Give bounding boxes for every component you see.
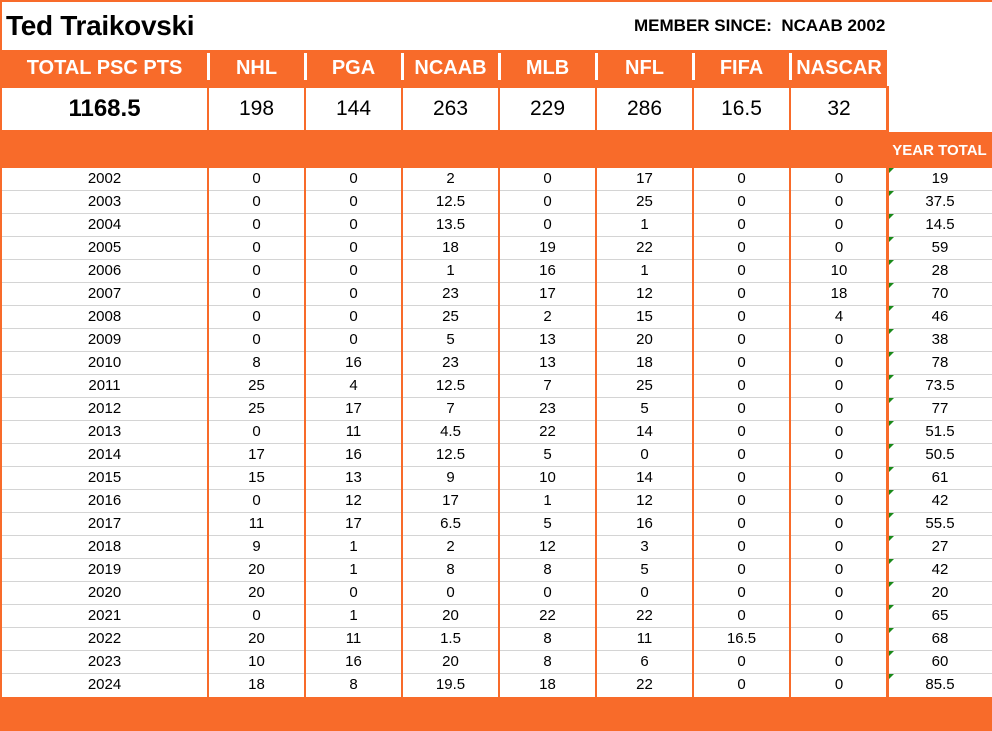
cell-nascar[interactable]: 0 bbox=[834, 331, 844, 348]
table-row bbox=[2, 628, 992, 651]
member-since bbox=[634, 14, 885, 38]
cell-fifa[interactable]: 0 bbox=[737, 285, 746, 302]
year-total-value: 28 bbox=[931, 262, 949, 279]
cell-mlb[interactable]: 5 bbox=[543, 515, 552, 532]
cell-ncaab[interactable]: 20 bbox=[442, 607, 459, 624]
cell-year-total[interactable] bbox=[890, 329, 990, 351]
cell-pga[interactable]: 0 bbox=[349, 308, 358, 325]
summary-value-nascar[interactable]: 32 bbox=[791, 88, 887, 130]
cell-nascar[interactable]: 0 bbox=[834, 538, 844, 555]
column-divider bbox=[595, 168, 597, 697]
summary-value-pga[interactable]: 144 bbox=[306, 88, 401, 130]
cell-ncaab[interactable]: 0 bbox=[446, 584, 455, 601]
member-since-value: NCAAB 2002 bbox=[781, 16, 886, 35]
cell-nascar[interactable]: 0 bbox=[834, 354, 844, 371]
cell-mlb[interactable]: 22 bbox=[539, 423, 556, 440]
cell-fifa[interactable]: 0 bbox=[737, 331, 746, 348]
table-row bbox=[2, 214, 992, 237]
cell-pga[interactable]: 17 bbox=[345, 400, 362, 417]
cell-nfl[interactable]: 3 bbox=[640, 538, 649, 555]
cell-nhl[interactable]: 20 bbox=[248, 584, 265, 601]
year-total-value: 42 bbox=[931, 492, 949, 509]
cell-ncaab[interactable]: 2 bbox=[446, 538, 455, 555]
cell-pga[interactable]: 11 bbox=[345, 630, 362, 647]
column-divider bbox=[692, 168, 694, 697]
cell-year[interactable]: 2005 bbox=[87, 239, 122, 256]
year-total-value: 37.5 bbox=[925, 193, 955, 210]
values-right-edge bbox=[886, 86, 889, 132]
cell-nascar[interactable]: 0 bbox=[834, 561, 844, 578]
summary-value-nhl[interactable]: 198 bbox=[209, 88, 304, 130]
cell-nhl[interactable]: 0 bbox=[252, 423, 261, 440]
left-border bbox=[0, 0, 2, 731]
cell-nascar[interactable]: 0 bbox=[834, 193, 844, 210]
cell-nhl[interactable]: 0 bbox=[252, 308, 261, 325]
cell-nhl[interactable]: 9 bbox=[252, 538, 261, 555]
cell-nascar[interactable]: 4 bbox=[834, 308, 844, 325]
cell-nascar[interactable]: 0 bbox=[834, 607, 844, 624]
cell-pga[interactable]: 0 bbox=[349, 170, 358, 187]
cell-nascar[interactable]: 0 bbox=[834, 423, 844, 440]
cell-nhl[interactable]: 25 bbox=[248, 377, 265, 394]
cell-ncaab[interactable]: 12.5 bbox=[435, 446, 466, 463]
summary-header-nascar: NASCAR bbox=[796, 57, 882, 79]
summary-header-fifa: FIFA bbox=[719, 57, 764, 79]
cell-nfl[interactable]: 22 bbox=[636, 676, 653, 693]
cell-pga[interactable]: 4 bbox=[349, 377, 358, 394]
summary-header-nfl: NFL bbox=[625, 57, 664, 79]
summary-value-nfl[interactable]: 286 bbox=[597, 88, 692, 130]
cell-mlb[interactable]: 7 bbox=[543, 377, 552, 394]
cell-pga[interactable]: 0 bbox=[349, 239, 358, 256]
cell-fifa[interactable]: 0 bbox=[737, 354, 746, 371]
cell-year-total[interactable] bbox=[890, 283, 990, 305]
cell-year-total[interactable] bbox=[890, 237, 990, 259]
cell-ncaab[interactable]: 5 bbox=[446, 331, 455, 348]
cell-fifa[interactable]: 0 bbox=[737, 193, 746, 210]
cell-mlb[interactable]: 8 bbox=[543, 653, 552, 670]
cell-ncaab[interactable]: 7 bbox=[446, 400, 455, 417]
header-divider bbox=[207, 53, 210, 80]
summary-header-nhl: NHL bbox=[235, 57, 278, 79]
column-divider bbox=[789, 168, 791, 697]
cell-fifa[interactable]: 0 bbox=[737, 308, 746, 325]
year-total-value: 68 bbox=[931, 630, 949, 647]
cell-nascar[interactable]: 0 bbox=[834, 676, 844, 693]
cell-year-total[interactable] bbox=[890, 306, 990, 328]
cell-year-total[interactable] bbox=[890, 421, 990, 443]
cell-nhl[interactable]: 25 bbox=[248, 400, 265, 417]
cell-nfl[interactable]: 15 bbox=[636, 308, 653, 325]
cell-fifa[interactable]: 0 bbox=[737, 469, 746, 486]
cell-year-total[interactable] bbox=[890, 536, 990, 558]
cell-nhl[interactable]: 20 bbox=[248, 630, 265, 647]
year-total-value: 14.5 bbox=[925, 216, 955, 233]
cell-mlb[interactable]: 19 bbox=[539, 239, 556, 256]
cell-ncaab[interactable]: 2 bbox=[446, 170, 455, 187]
cell-year[interactable]: 2014 bbox=[87, 446, 122, 463]
cell-year-total[interactable] bbox=[890, 582, 990, 604]
cell-year[interactable]: 2004 bbox=[87, 216, 122, 233]
cell-mlb[interactable]: 5 bbox=[543, 446, 552, 463]
cell-mlb[interactable]: 0 bbox=[543, 193, 552, 210]
table-row bbox=[2, 444, 992, 467]
year-total-value: 65 bbox=[931, 607, 949, 624]
year-total-value: 51.5 bbox=[925, 423, 955, 440]
cell-ncaab[interactable]: 17 bbox=[442, 492, 459, 509]
cell-year[interactable]: 2013 bbox=[87, 423, 122, 440]
cell-fifa[interactable]: 0 bbox=[737, 446, 746, 463]
cell-pga[interactable]: 8 bbox=[349, 676, 358, 693]
cell-year[interactable]: 2019 bbox=[87, 561, 122, 578]
cell-fifa[interactable]: 0 bbox=[737, 492, 746, 509]
cell-pga[interactable]: 16 bbox=[345, 354, 362, 371]
cell-nascar[interactable]: 10 bbox=[830, 262, 848, 279]
cell-mlb[interactable]: 8 bbox=[543, 561, 552, 578]
year-total-value: 38 bbox=[931, 331, 949, 348]
cell-year-total[interactable] bbox=[890, 467, 990, 489]
cell-pga[interactable]: 0 bbox=[349, 285, 358, 302]
year-total-value: 78 bbox=[931, 354, 949, 371]
year-total-value: 70 bbox=[931, 285, 949, 302]
table-row bbox=[2, 674, 992, 697]
cell-year[interactable]: 2024 bbox=[87, 676, 122, 693]
header-divider bbox=[304, 53, 307, 80]
cell-year-total[interactable] bbox=[890, 168, 990, 190]
cell-nascar[interactable]: 0 bbox=[834, 216, 844, 233]
yearly-points-table bbox=[2, 168, 992, 697]
cell-nhl[interactable]: 8 bbox=[252, 354, 261, 371]
cell-year[interactable]: 2020 bbox=[87, 584, 122, 601]
summary-header-mlb: MLB bbox=[525, 57, 570, 79]
cell-mlb[interactable]: 23 bbox=[539, 400, 556, 417]
cell-fifa[interactable]: 0 bbox=[737, 538, 746, 555]
cell-ncaab[interactable]: 23 bbox=[442, 285, 459, 302]
top-border bbox=[0, 0, 992, 2]
cell-nascar[interactable]: 0 bbox=[834, 584, 844, 601]
cell-pga[interactable]: 0 bbox=[349, 584, 358, 601]
cell-nhl[interactable]: 0 bbox=[252, 492, 261, 509]
cell-pga[interactable]: 0 bbox=[349, 262, 358, 279]
cell-fifa[interactable]: 0 bbox=[737, 584, 746, 601]
year-total-value: 77 bbox=[931, 400, 949, 417]
cell-year[interactable]: 2008 bbox=[87, 308, 122, 325]
cell-nascar[interactable]: 0 bbox=[834, 469, 844, 486]
cell-mlb[interactable]: 18 bbox=[539, 676, 556, 693]
table-row bbox=[2, 513, 992, 536]
cell-mlb[interactable]: 22 bbox=[539, 607, 556, 624]
cell-nfl[interactable]: 5 bbox=[640, 561, 649, 578]
table-row bbox=[2, 651, 992, 674]
cell-year[interactable]: 2022 bbox=[87, 630, 122, 647]
cell-fifa[interactable]: 16.5 bbox=[726, 630, 757, 647]
table-row bbox=[2, 490, 992, 513]
cell-nfl[interactable]: 17 bbox=[636, 170, 653, 187]
year-total-value: 85.5 bbox=[925, 676, 955, 693]
cell-ncaab[interactable]: 20 bbox=[442, 653, 459, 670]
cell-year[interactable]: 2002 bbox=[87, 170, 122, 187]
cell-mlb[interactable]: 13 bbox=[539, 331, 556, 348]
cell-nhl[interactable]: 18 bbox=[248, 676, 265, 693]
cell-ncaab[interactable]: 1 bbox=[446, 262, 455, 279]
cell-nfl[interactable]: 5 bbox=[640, 400, 649, 417]
table-row bbox=[2, 467, 992, 490]
cell-nascar[interactable]: 0 bbox=[834, 377, 844, 394]
table-row bbox=[2, 375, 992, 398]
cell-nfl[interactable]: 0 bbox=[640, 446, 649, 463]
year-total-value: 73.5 bbox=[925, 377, 955, 394]
cell-nhl[interactable]: 0 bbox=[252, 262, 261, 279]
cell-ncaab[interactable]: 12.5 bbox=[435, 377, 466, 394]
cell-nhl[interactable]: 0 bbox=[252, 193, 261, 210]
cell-nhl[interactable]: 0 bbox=[252, 285, 261, 302]
cell-nhl[interactable]: 0 bbox=[252, 331, 261, 348]
cell-fifa[interactable]: 0 bbox=[737, 400, 746, 417]
cell-nfl[interactable]: 20 bbox=[636, 331, 653, 348]
cell-pga[interactable]: 16 bbox=[345, 653, 362, 670]
cell-ncaab[interactable]: 4.5 bbox=[440, 423, 461, 440]
table-row bbox=[2, 191, 992, 214]
cell-mlb[interactable]: 16 bbox=[539, 262, 556, 279]
cell-nascar[interactable]: 0 bbox=[834, 239, 844, 256]
cell-nfl[interactable]: 14 bbox=[636, 423, 653, 440]
cell-pga[interactable]: 16 bbox=[345, 446, 362, 463]
summary-value-total-psc-pts[interactable]: 1168.5 bbox=[2, 88, 207, 130]
table-row bbox=[2, 306, 992, 329]
cell-nfl[interactable]: 12 bbox=[636, 492, 653, 509]
cell-year-total[interactable] bbox=[890, 490, 990, 512]
cell-nhl[interactable]: 0 bbox=[252, 170, 261, 187]
cell-year[interactable]: 2011 bbox=[88, 377, 121, 394]
cell-nascar[interactable]: 0 bbox=[834, 446, 844, 463]
year-total-value: 55.5 bbox=[925, 515, 955, 532]
cell-year-total[interactable] bbox=[890, 191, 990, 213]
cell-nhl[interactable]: 11 bbox=[248, 515, 265, 532]
cell-year[interactable]: 2003 bbox=[87, 193, 122, 210]
year-total-value: 19 bbox=[931, 170, 949, 187]
column-divider bbox=[401, 168, 403, 697]
cell-ncaab[interactable]: 23 bbox=[442, 354, 459, 371]
table-row bbox=[2, 352, 992, 375]
table-row bbox=[2, 582, 992, 605]
cell-pga[interactable]: 1 bbox=[349, 607, 358, 624]
cell-nfl[interactable]: 0 bbox=[640, 584, 649, 601]
cell-year-total[interactable] bbox=[890, 444, 990, 466]
cell-fifa[interactable]: 0 bbox=[737, 607, 746, 624]
summary-header-ncaab: NCAAB bbox=[414, 57, 487, 79]
cell-nfl[interactable]: 1 bbox=[640, 216, 649, 233]
cell-year-total[interactable] bbox=[890, 674, 990, 696]
cell-year[interactable]: 2018 bbox=[87, 538, 122, 555]
cell-ncaab[interactable]: 8 bbox=[446, 561, 455, 578]
cell-nfl[interactable]: 11 bbox=[636, 630, 653, 647]
table-row bbox=[2, 168, 992, 191]
cell-fifa[interactable]: 0 bbox=[737, 515, 746, 532]
cell-year-total[interactable] bbox=[890, 628, 990, 650]
column-divider bbox=[498, 168, 500, 697]
cell-fifa[interactable]: 0 bbox=[737, 377, 746, 394]
cell-mlb[interactable]: 1 bbox=[543, 492, 552, 509]
cell-ncaab[interactable]: 12.5 bbox=[435, 193, 466, 210]
cell-nascar[interactable]: 0 bbox=[834, 400, 844, 417]
cell-nascar[interactable]: 18 bbox=[830, 285, 848, 302]
cell-fifa[interactable]: 0 bbox=[737, 561, 746, 578]
cell-nfl[interactable]: 1 bbox=[640, 262, 649, 279]
cell-mlb[interactable]: 0 bbox=[543, 584, 552, 601]
cell-pga[interactable]: 11 bbox=[345, 423, 362, 440]
cell-nfl[interactable]: 25 bbox=[636, 193, 653, 210]
cell-fifa[interactable]: 0 bbox=[737, 239, 746, 256]
cell-year[interactable]: 2015 bbox=[87, 469, 122, 486]
table-row bbox=[2, 421, 992, 444]
cell-mlb[interactable]: 17 bbox=[539, 285, 556, 302]
cell-ncaab[interactable]: 6.5 bbox=[440, 515, 461, 532]
cell-pga[interactable]: 0 bbox=[349, 193, 358, 210]
table-row bbox=[2, 605, 992, 628]
cell-mlb[interactable]: 10 bbox=[539, 469, 556, 486]
cell-nfl[interactable]: 16 bbox=[636, 515, 653, 532]
cell-year-total[interactable] bbox=[890, 260, 990, 282]
cell-year[interactable]: 2010 bbox=[87, 354, 122, 371]
year-total-value: 20 bbox=[931, 584, 949, 601]
cell-mlb[interactable]: 2 bbox=[543, 308, 552, 325]
cell-nhl[interactable]: 0 bbox=[252, 239, 261, 256]
cell-year-total[interactable] bbox=[890, 214, 990, 236]
header-divider bbox=[498, 53, 501, 80]
cell-pga[interactable]: 0 bbox=[349, 331, 358, 348]
cell-pga[interactable]: 12 bbox=[345, 492, 362, 509]
cell-fifa[interactable]: 0 bbox=[737, 262, 746, 279]
cell-year-total[interactable] bbox=[890, 513, 990, 535]
cell-year[interactable]: 2016 bbox=[87, 492, 122, 509]
summary-header-pga: PGA bbox=[331, 57, 376, 79]
cell-nascar[interactable]: 0 bbox=[834, 492, 844, 509]
table-row bbox=[2, 329, 992, 352]
cell-nhl[interactable]: 15 bbox=[248, 469, 265, 486]
cell-fifa[interactable]: 0 bbox=[737, 216, 746, 233]
header-divider bbox=[789, 53, 792, 80]
cell-year[interactable]: 2012 bbox=[87, 400, 122, 417]
table-row bbox=[2, 260, 992, 283]
table-row bbox=[2, 559, 992, 582]
year-total-value: 59 bbox=[931, 239, 949, 256]
header-divider bbox=[595, 53, 598, 80]
cell-nfl[interactable]: 25 bbox=[636, 377, 653, 394]
cell-nhl[interactable]: 17 bbox=[248, 446, 265, 463]
cell-ncaab[interactable]: 1.5 bbox=[440, 630, 461, 647]
cell-nfl[interactable]: 6 bbox=[640, 653, 649, 670]
cell-pga[interactable]: 17 bbox=[345, 515, 362, 532]
table-row bbox=[2, 283, 992, 306]
cell-ncaab[interactable]: 25 bbox=[442, 308, 459, 325]
cell-ncaab[interactable]: 13.5 bbox=[435, 216, 466, 233]
cell-nfl[interactable]: 22 bbox=[636, 607, 653, 624]
table-row bbox=[2, 398, 992, 421]
column-divider bbox=[207, 168, 209, 697]
cell-year-total[interactable] bbox=[890, 352, 990, 374]
cell-nhl[interactable]: 0 bbox=[252, 607, 261, 624]
cell-fifa[interactable]: 0 bbox=[737, 170, 746, 187]
cell-fifa[interactable]: 0 bbox=[737, 423, 746, 440]
cell-year-total[interactable] bbox=[890, 375, 990, 397]
cell-fifa[interactable]: 0 bbox=[737, 653, 746, 670]
year-total-value: 61 bbox=[931, 469, 949, 486]
cell-nhl[interactable]: 20 bbox=[248, 561, 265, 578]
cell-year[interactable]: 2009 bbox=[87, 331, 122, 348]
table-row bbox=[2, 237, 992, 260]
cell-nhl[interactable]: 10 bbox=[248, 653, 265, 670]
year-total-divider bbox=[886, 168, 889, 697]
cell-ncaab[interactable]: 18 bbox=[442, 239, 459, 256]
cell-nascar[interactable]: 0 bbox=[834, 515, 844, 532]
cell-year-total[interactable] bbox=[890, 651, 990, 673]
year-total-value: 50.5 bbox=[925, 446, 955, 463]
cell-fifa[interactable]: 0 bbox=[737, 676, 746, 693]
member-since-label: MEMBER SINCE: bbox=[634, 16, 772, 35]
table-header-band bbox=[0, 132, 992, 168]
column-divider bbox=[304, 168, 306, 697]
cell-mlb[interactable]: 12 bbox=[539, 538, 556, 555]
cell-year[interactable]: 2021 bbox=[87, 607, 122, 624]
year-total-value: 46 bbox=[931, 308, 949, 325]
summary-header-total-psc-pts: TOTAL PSC PTS bbox=[26, 57, 183, 79]
cell-year-total[interactable] bbox=[890, 559, 990, 581]
cell-year[interactable]: 2006 bbox=[87, 262, 122, 279]
cell-nascar[interactable]: 0 bbox=[834, 170, 844, 187]
cell-nfl[interactable]: 14 bbox=[636, 469, 653, 486]
year-total-value: 60 bbox=[931, 653, 949, 670]
cell-nascar[interactable]: 0 bbox=[834, 653, 844, 670]
cell-year-total[interactable] bbox=[890, 398, 990, 420]
cell-mlb[interactable]: 8 bbox=[543, 630, 552, 647]
cell-pga[interactable]: 13 bbox=[345, 469, 362, 486]
cell-pga[interactable]: 1 bbox=[349, 538, 358, 555]
cell-nfl[interactable]: 22 bbox=[636, 239, 653, 256]
player-name: Ted Traikovski bbox=[6, 10, 195, 41]
cell-nascar[interactable]: 0 bbox=[834, 630, 844, 647]
header-divider bbox=[401, 53, 404, 80]
summary-value-ncaab[interactable]: 263 bbox=[403, 88, 498, 130]
year-total-header: YEAR TOTAL bbox=[892, 142, 987, 159]
cell-year[interactable]: 2007 bbox=[87, 285, 122, 302]
year-total-value: 27 bbox=[931, 538, 949, 555]
cell-nhl[interactable]: 0 bbox=[252, 216, 261, 233]
header-divider bbox=[692, 53, 695, 80]
cell-mlb[interactable]: 13 bbox=[539, 354, 556, 371]
cell-nfl[interactable]: 12 bbox=[636, 285, 653, 302]
cell-mlb[interactable]: 0 bbox=[543, 216, 552, 233]
cell-pga[interactable]: 0 bbox=[349, 216, 358, 233]
summary-value-fifa[interactable]: 16.5 bbox=[694, 88, 789, 130]
cell-year[interactable]: 2023 bbox=[87, 653, 122, 670]
footer-band bbox=[0, 697, 992, 731]
cell-ncaab[interactable]: 9 bbox=[446, 469, 455, 486]
summary-value-mlb[interactable]: 229 bbox=[500, 88, 595, 130]
cell-pga[interactable]: 1 bbox=[349, 561, 358, 578]
year-total-value: 42 bbox=[931, 561, 949, 578]
cell-mlb[interactable]: 0 bbox=[543, 170, 552, 187]
cell-nfl[interactable]: 18 bbox=[636, 354, 653, 371]
cell-ncaab[interactable]: 19.5 bbox=[435, 676, 466, 693]
cell-year-total[interactable] bbox=[890, 605, 990, 627]
cell-year[interactable]: 2017 bbox=[87, 515, 122, 532]
table-row bbox=[2, 536, 992, 559]
